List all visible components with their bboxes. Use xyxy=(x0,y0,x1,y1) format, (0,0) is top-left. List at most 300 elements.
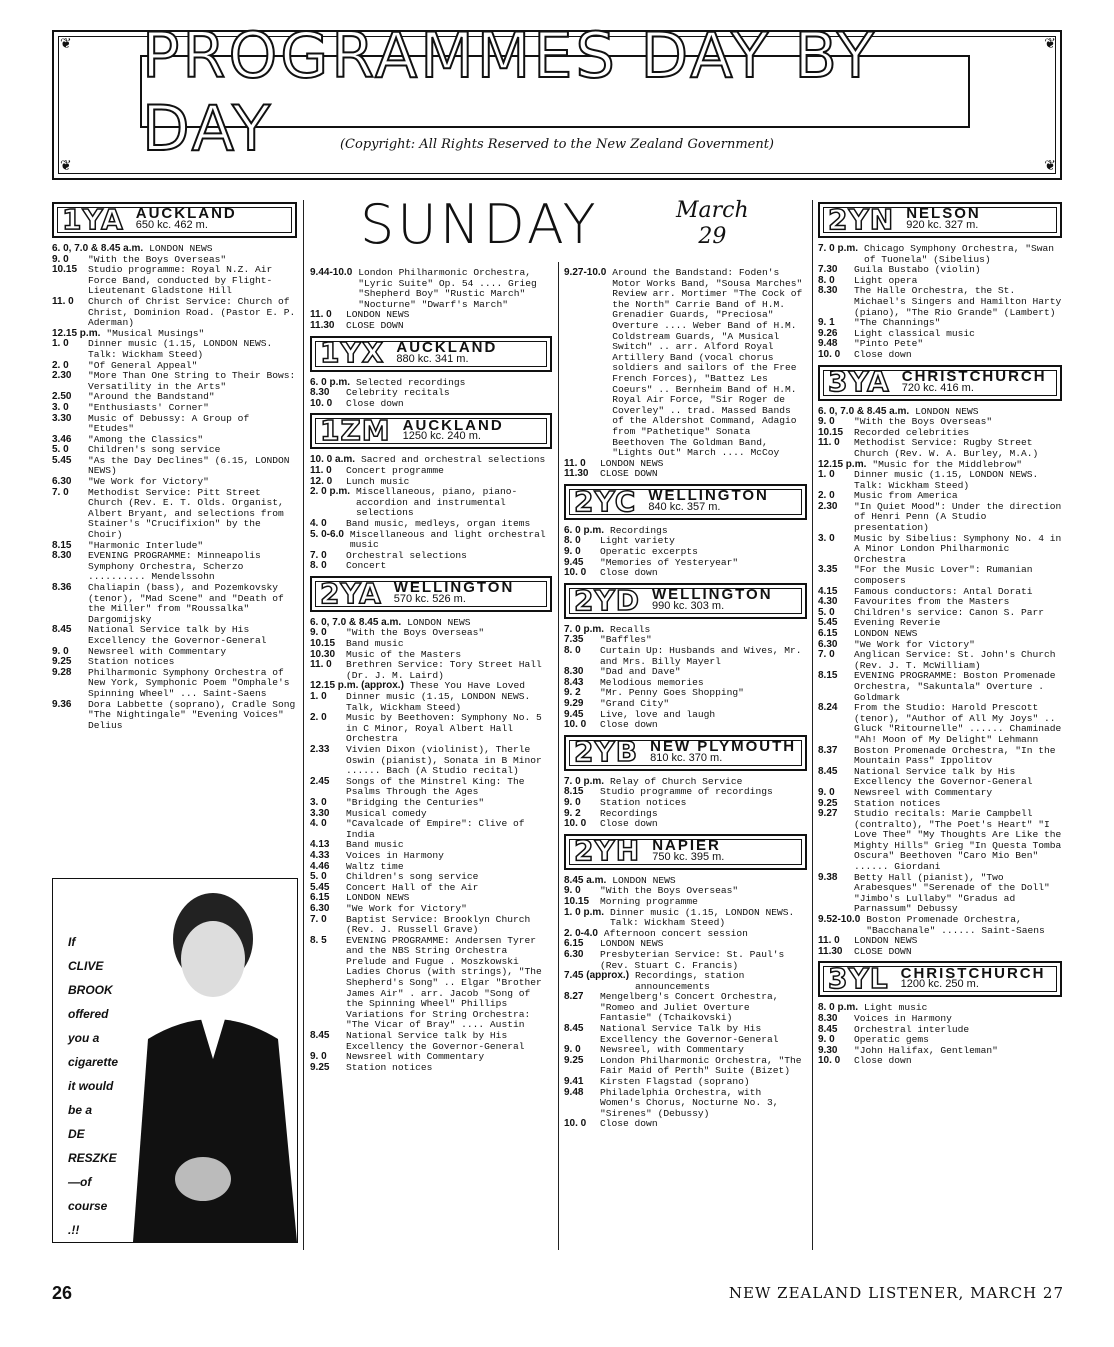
programme-description: Dinner music (1.15, LONDON NEWS. Talk, Wickham Steed) xyxy=(346,691,531,713)
programme-description: Church of Christ Service: Church of Christ, Dominion Road. (Pastor E. P. Aderman) xyxy=(88,295,296,329)
station-header xyxy=(564,583,807,619)
programme-description: Dora Labbette (soprano), Cradle Song "The Nightingale" "Evening Voices" Delius xyxy=(88,698,296,731)
programme-time: 10.30 xyxy=(310,648,336,660)
programme-time: 8.45 xyxy=(52,624,72,636)
station-name: WELLINGTON xyxy=(648,487,769,505)
programme-time: 9. 0 xyxy=(52,253,69,265)
programme-item xyxy=(310,399,552,410)
programme-description: "Grand City" xyxy=(600,698,670,709)
programme-item xyxy=(310,777,552,798)
programme-description: Miscellaneous and light orchestral music xyxy=(349,528,546,551)
programme-time: 3.30 xyxy=(52,412,72,424)
programme-description: Songs of the Minstrel King: The Psalms Through the Ages xyxy=(346,775,525,798)
programme-item xyxy=(564,971,807,992)
programme-description: Dinner music (1.15, LONDON NEWS. Talk: Wickham Steed) xyxy=(610,906,795,929)
column-1 xyxy=(52,198,297,731)
programme-time: 9.28 xyxy=(52,666,72,678)
programme-description: Newsreel with Commentary xyxy=(346,1051,485,1063)
programme-time: 10. 0 xyxy=(564,1118,587,1130)
programme-description: Station notices xyxy=(88,656,175,668)
programme-item xyxy=(818,502,1062,534)
programme-time: 4.13 xyxy=(310,839,330,851)
programme-description: EVENING PROGRAMME: Andersen Tyrer and the NBS String Orchestra Prelude and Fugue . Moszkowski Ladies Chorus (with strings), "The Shepherd's Song" .. Elgar "Brother James Air" . arr. Jacob "Song of the Spinning Wheel" Phillips Variations for String Orchestra: "The Vicar of Bray" .... Austin xyxy=(346,934,542,1031)
programme-time: 9. 0 xyxy=(818,786,835,798)
programme-description: "Of General Appeal" xyxy=(88,359,198,371)
programme-item xyxy=(564,568,807,579)
programme-description: LONDON NEWS xyxy=(854,628,918,639)
station-frequency: 1250 kc. 240 m. xyxy=(402,430,481,443)
ad-line: cigarette xyxy=(68,1055,119,1069)
programme-time: 8.45 a.m. xyxy=(564,874,607,886)
programme-time: 8.43 xyxy=(564,676,584,688)
programme-description: "With the Boys Overseas" xyxy=(88,253,227,265)
magazine-footer: NEW ZEALAND LISTENER, MARCH 27 xyxy=(728,1284,1064,1302)
programme-time: 2.45 xyxy=(310,775,330,787)
programme-item xyxy=(52,339,297,360)
programme-description: These You Have Loved xyxy=(409,680,526,692)
copyright-notice: (Copyright: All Rights Reserved to the New Zealand Government) xyxy=(339,137,775,152)
programme-item xyxy=(818,286,1062,318)
programme-time: 8.30 xyxy=(310,387,330,399)
programme-description: Curtain Up: Husbands and Wives, Mr. and Mrs. Billy Mayerl xyxy=(600,645,802,667)
programme-time: 2.33 xyxy=(310,744,330,755)
programme-description: From the Studio: Harold Prescott (tenor), "Author of All My Joys" .. Gluck "Ritournelle" ...... Chaminade "Ah! Moon of My Delight" Lehmann xyxy=(854,702,1062,745)
station-header xyxy=(564,735,807,771)
programme-time: 3.35 xyxy=(818,564,838,576)
station-frequency: 750 kc. 395 m. xyxy=(652,850,725,863)
programme-time: 2.30 xyxy=(818,500,838,512)
programme-description: "Around the Bandstand" xyxy=(88,391,215,403)
ad-line: BROOK xyxy=(68,983,113,997)
programme-description: "Music for the Middlebrow" xyxy=(872,458,1023,470)
programme-description: Music from America xyxy=(854,490,958,502)
programme-description: Close down xyxy=(346,397,404,409)
programme-item xyxy=(564,992,807,1024)
programme-description: Children's service: Canon S. Parr xyxy=(854,606,1044,618)
programme-time: 9.45 xyxy=(564,708,584,720)
programme-description: "Harmonic Interlude" xyxy=(88,539,204,551)
programme-item xyxy=(52,625,297,646)
station-callsign: 2YH xyxy=(574,834,641,868)
ad-line: course xyxy=(68,1199,108,1213)
programme-time: 8.15 xyxy=(564,786,584,798)
programme-item xyxy=(818,470,1062,491)
programme-description: "John Halifax, Gentleman" xyxy=(854,1044,998,1056)
programme-description: Waltz time xyxy=(346,860,404,872)
station-frequency: 720 kc. 416 m. xyxy=(901,381,974,394)
programme-time: 8.36 xyxy=(52,582,72,593)
station-name: NELSON xyxy=(906,205,981,223)
programme-time: 6. 0 p.m. xyxy=(310,376,351,388)
programme-time: 7. 0 p.m. xyxy=(564,775,605,787)
programme-item xyxy=(52,371,297,392)
station-name: NAPIER xyxy=(652,837,721,855)
programme-description: "In Quiet Mood": Under the direction of Henri Penn (A Studio presentation) xyxy=(854,500,1062,534)
programme-time: 3. 0 xyxy=(310,796,327,808)
programme-item xyxy=(564,268,807,459)
programme-item xyxy=(818,873,1062,915)
programme-time: 11. 0 xyxy=(310,309,332,321)
programme-description: LONDON NEWS xyxy=(854,935,918,947)
programme-description: LONDON NEWS xyxy=(149,243,213,254)
station-name: AUCKLAND xyxy=(135,205,237,223)
station-name: CHRISTCHURCH xyxy=(900,964,1046,982)
programme-description: CLOSE DOWN xyxy=(346,319,404,331)
programme-description: Chicago Symphony Orchestra, "Swan of Tuonela" (Sibelius) xyxy=(864,243,1055,265)
programme-time: 6.30 xyxy=(52,476,72,488)
programme-description: Recordings, station announcements xyxy=(635,970,745,992)
programme-description: EVENING PROGRAMME: Boston Promenade Orchestra, "Sakuntala" Overture . Goldmark xyxy=(854,670,1056,703)
programme-item xyxy=(52,668,297,700)
programme-time: 2. 0 xyxy=(818,490,835,502)
station-frequency: 1200 kc. 250 m. xyxy=(900,978,979,991)
programme-item xyxy=(310,519,552,530)
station-name: WELLINGTON xyxy=(393,579,515,597)
station-callsign: 1YX xyxy=(320,336,385,370)
programme-description: Music by Beethoven: Symphony No. 5 in C Minor, Royal Albert Hall Orchestra xyxy=(346,712,542,745)
programme-time: 9.29 xyxy=(564,698,584,709)
programme-description: Concert Hall of the Air xyxy=(346,881,479,893)
programme-time: 12.15 p.m. xyxy=(52,327,101,339)
programme-time: 6. 0, 7.0 & 8.45 a.m. xyxy=(52,243,144,254)
programme-item xyxy=(52,265,297,297)
programme-description: Close down xyxy=(600,719,658,731)
programme-time: 8.30 xyxy=(818,285,838,297)
programme-description: Sacred and orchestral selections xyxy=(361,454,546,466)
programme-time: 8. 0 xyxy=(564,645,581,657)
programme-item xyxy=(310,487,552,519)
programme-time: 7.45 (approx.) xyxy=(564,970,630,982)
programme-description: "More Than One String to Their Bows: Versatility in the Arts" xyxy=(88,370,296,392)
programme-time: 3.30 xyxy=(310,807,330,819)
programme-item xyxy=(310,321,552,332)
station-callsign: 3YL xyxy=(828,962,889,996)
programme-item xyxy=(564,1056,807,1077)
programme-time: 11. 0 xyxy=(564,457,586,469)
programme-time: 11. 0 xyxy=(310,659,332,671)
programme-time: 3. 0 xyxy=(52,401,69,413)
programme-time: 8.30 xyxy=(52,550,72,562)
programme-time: 8.45 xyxy=(818,765,838,777)
ad-line: —of xyxy=(68,1175,92,1189)
programme-description: Philharmonic Symphony Orchestra of New York, Symphonic Poem "Omphale's Spinning Wheel" ... Saint-Saens xyxy=(88,666,290,699)
programme-description: Dinner music (1.15, LONDON NEWS. Talk: Wickham Steed) xyxy=(854,469,1039,491)
programme-time: 10. 0 xyxy=(564,567,587,579)
programme-time: 9.26 xyxy=(818,327,838,339)
programme-description: "With the Boys Overseas" xyxy=(346,627,485,639)
programme-description: Station notices xyxy=(600,796,687,808)
column-divider xyxy=(303,200,304,1250)
programme-description: "Enthusiasts' Corner" xyxy=(88,401,209,413)
programme-time: 9.45 xyxy=(564,556,584,568)
programme-description: Orchestral selections xyxy=(346,549,467,561)
programme-description: Station notices xyxy=(346,1061,433,1073)
programme-item xyxy=(818,1014,1062,1025)
programme-time: 4.33 xyxy=(310,849,330,861)
programme-description: Recorded celebrities xyxy=(854,426,970,438)
station-header xyxy=(564,484,807,520)
programme-description: LONDON NEWS xyxy=(915,405,979,417)
programme-time: 6.15 xyxy=(310,892,330,904)
programme-time: 7.35 xyxy=(564,634,584,646)
programme-description: Operatic excerpts xyxy=(600,546,698,558)
station-frequency: 990 kc. 303 m. xyxy=(652,599,725,612)
programme-description: Close down xyxy=(854,348,912,360)
programme-description: Selected recordings xyxy=(356,376,466,388)
programme-time: 9. 1 xyxy=(818,317,835,329)
programme-item xyxy=(564,469,807,480)
programme-description: "We Work for Victory" xyxy=(854,638,975,650)
programme-time: 9.36 xyxy=(52,698,72,710)
programme-time: 4. 0 xyxy=(310,517,327,529)
programme-time: 2. 0 xyxy=(310,712,327,724)
programme-description: Melodious memories xyxy=(600,676,704,688)
station-callsign: 3YA xyxy=(828,365,890,399)
programme-time: 6.30 xyxy=(564,948,584,960)
ad-line: CLIVE xyxy=(68,959,104,973)
ad-line: offered xyxy=(68,1007,109,1021)
programme-item xyxy=(310,745,552,777)
programme-time: 9. 0 xyxy=(310,627,327,639)
programme-description: Close down xyxy=(854,1055,912,1067)
programme-time: 7. 0 p.m. xyxy=(818,243,859,254)
programme-time: 5. 0 xyxy=(310,871,327,883)
programme-description: Methodist Service: Rugby Street Church (Rev. W. A. Burley, M.A.) xyxy=(854,437,1039,459)
programme-time: 9. 0 xyxy=(52,645,69,657)
programme-time: 11.30 xyxy=(818,945,843,957)
ad-line: be a xyxy=(68,1103,93,1117)
programme-time: 9.48 xyxy=(564,1086,584,1098)
date-day: 29 xyxy=(698,224,727,249)
programme-time: 2.30 xyxy=(52,370,72,382)
ornament-icon: ❦ xyxy=(1044,36,1056,52)
programme-item xyxy=(564,1024,807,1045)
programme-time: 11. 0 xyxy=(818,935,840,947)
programme-description: Music of the Masters xyxy=(346,648,462,660)
programme-item xyxy=(310,561,552,572)
programme-time: 9. 0 xyxy=(310,1051,327,1063)
programme-description: Famous conductors: Antal Dorati xyxy=(854,585,1033,597)
programme-item xyxy=(310,798,552,809)
programme-description: LONDON NEWS xyxy=(600,457,664,469)
page-number: 26 xyxy=(52,1283,73,1303)
programme-time: 8.45 xyxy=(818,1023,838,1035)
programme-time: 6. 0, 7.0 & 8.45 a.m. xyxy=(310,616,402,628)
programme-description: Band music xyxy=(346,638,404,650)
programme-description: Music of Debussy: A Group of "Etudes" xyxy=(88,412,250,435)
ad-line: RESZKE xyxy=(68,1151,117,1165)
programme-description: "Musical Musings" xyxy=(106,327,205,339)
programme-item xyxy=(818,244,1062,265)
programme-description: "Memories of Yesteryear" xyxy=(600,556,739,568)
programme-time: 1. 0 xyxy=(818,469,835,481)
programme-item xyxy=(818,767,1062,788)
programme-time: 9. 2 xyxy=(564,687,581,699)
station-frequency: 570 kc. 526 m. xyxy=(393,592,466,605)
programme-time: 8. 0 xyxy=(310,560,327,572)
programme-description: Favourites from the Masters xyxy=(854,596,1010,608)
programme-item xyxy=(310,915,552,936)
programme-time: 8.27 xyxy=(564,991,584,1003)
programme-description: "Cavalcade of Empire": Clive of India xyxy=(346,818,525,840)
programme-time: 9. 0 xyxy=(564,546,581,558)
ornament-icon: ❦ xyxy=(60,158,72,174)
programme-time: 9. 0 xyxy=(818,416,835,428)
programme-description: "With the Boys Overseas" xyxy=(854,416,993,428)
programme-time: 9.44-10.0 xyxy=(310,267,353,278)
programme-time: 2.50 xyxy=(52,391,72,403)
programme-item xyxy=(564,950,807,971)
station-name: AUCKLAND xyxy=(396,338,498,356)
station-frequency: 920 kc. 327 m. xyxy=(906,219,979,231)
programme-description: Recordings xyxy=(610,524,668,536)
programme-item xyxy=(564,798,807,809)
programme-description: Music by Sibelius: Symphony No. 4 in A Minor London Philharmonic Orchestra xyxy=(854,532,1062,565)
programme-time: 8.15 xyxy=(52,539,72,551)
programme-time: 4.30 xyxy=(818,596,838,608)
column-divider xyxy=(812,200,813,1250)
programme-description: London Philharmonic Orchestra, "The Fair Maid of Perth" Suite (Bizet) xyxy=(600,1054,802,1077)
programme-time: 10. 0 xyxy=(310,397,333,409)
programme-time: 10. 0 xyxy=(818,1055,841,1067)
programme-description: Afternoon concert session xyxy=(603,927,748,939)
programme-description: "The Channings" xyxy=(854,317,941,329)
programme-description: Operatic gems xyxy=(854,1034,929,1046)
programme-description: Light opera xyxy=(854,274,918,286)
programme-time: 6. 0 p.m. xyxy=(564,524,605,536)
programme-time: 6.15 xyxy=(818,628,838,639)
ad-line: .!! xyxy=(68,1223,80,1237)
programme-item xyxy=(818,350,1062,361)
programme-time: 10. 0 a.m. xyxy=(310,454,356,466)
station-callsign: 2YA xyxy=(320,576,382,610)
programme-description: National Service talk by His Excellency the Governor-General xyxy=(346,1030,525,1052)
column-2 xyxy=(310,268,552,1073)
date-block xyxy=(676,198,749,250)
programme-description: "Dad and Dave" xyxy=(600,666,681,678)
programme-description: Studio programme: Royal N.Z. Air Force Band, conducted by Flight-Lieutenant Gladstone Hill xyxy=(88,264,273,297)
programme-description: Betty Hall (pianist), "Two Arabesques" "Serenade of the Doll" "Jimbo's Lullaby" "Gradus ad Parnassum" Debussy xyxy=(854,871,1050,915)
programme-time: 9.41 xyxy=(564,1076,584,1088)
programme-description: Recordings xyxy=(600,807,658,819)
programme-time: 8. 5 xyxy=(310,934,327,946)
programme-time: 12.15 p.m. xyxy=(818,458,867,470)
programme-item xyxy=(818,703,1062,745)
programme-item xyxy=(52,456,297,477)
programme-description: CLOSE DOWN xyxy=(600,468,658,480)
programme-item xyxy=(310,904,552,915)
programme-item xyxy=(564,897,807,908)
programme-time: 11. 0 xyxy=(310,464,332,476)
programme-time: 7. 0 p.m. xyxy=(564,623,605,635)
station-header xyxy=(818,202,1062,238)
programme-description: Relay of Church Service xyxy=(610,775,743,787)
programme-time: 9. 0 xyxy=(564,1044,581,1056)
station-frequency: 810 kc. 370 m. xyxy=(650,751,723,764)
programme-item xyxy=(564,908,807,929)
programme-description: LONDON NEWS xyxy=(346,892,410,904)
programme-description: Close down xyxy=(600,1118,658,1130)
programme-description: Studio recitals: Marie Campbell (contralto), "The Poet's Heart" "I Love Thee" "My Thoughts Are Like the Mighty Hills" Grieg "In Questa Tomba Oscura" Beethoven "Caro Mio Ben" ...... Giordani xyxy=(854,808,1062,873)
programme-time: 10.15 xyxy=(52,264,78,276)
page-title: PROGRAMMES DAY BY DAY xyxy=(142,18,878,165)
programme-description: Orchestral interlude xyxy=(854,1023,970,1035)
programme-time: 8.45 xyxy=(564,1023,584,1035)
programme-item xyxy=(818,438,1062,459)
programme-time: 10. 0 xyxy=(564,719,587,731)
programme-time: 10.15 xyxy=(564,895,590,907)
programme-item xyxy=(310,660,552,681)
programme-item xyxy=(818,650,1062,671)
programme-description: Newsreel with Commentary xyxy=(854,786,993,798)
programme-item xyxy=(564,819,807,830)
programme-description: Anglican Service: St. John's Church (Rev. J. T. McWilliam) xyxy=(854,649,1056,671)
programme-description: EVENING PROGRAMME: Minneapolis Symphony Orchestra, Scherzo .......... Mendelssohn xyxy=(88,550,261,583)
programme-time: 9. 0 xyxy=(564,796,581,808)
programme-description: Children's song service xyxy=(88,444,221,456)
advertisement-text xyxy=(68,930,118,1242)
programme-item xyxy=(818,809,1062,873)
programme-item xyxy=(310,692,552,713)
programme-item xyxy=(818,534,1062,566)
programme-time: 8. 0 xyxy=(564,535,581,547)
programme-time: 9.25 xyxy=(52,656,72,668)
programme-time: 4. 0 xyxy=(310,818,327,830)
programme-time: 7. 0 xyxy=(310,549,327,561)
programme-description: Children's song service xyxy=(346,871,479,883)
programme-time: 1. 0 xyxy=(52,338,69,350)
programme-description: Guila Bustabo (violin) xyxy=(854,264,981,276)
programme-time: 12. 0 xyxy=(310,475,333,487)
programme-time: 8.24 xyxy=(818,702,838,714)
station-name: CHRISTCHURCH xyxy=(901,367,1047,385)
programme-item xyxy=(818,1056,1062,1067)
programme-time: 6. 0, 7.0 & 8.45 a.m. xyxy=(818,405,910,417)
station-frequency: 650 kc. 462 m. xyxy=(135,219,208,231)
programme-item xyxy=(818,629,1062,640)
programme-description: LONDON NEWS xyxy=(612,874,676,886)
programme-description: "Pinto Pete" xyxy=(854,338,924,350)
programme-item xyxy=(52,414,297,435)
programme-time: 5. 0 xyxy=(818,606,835,618)
programme-description: Band music, medleys, organ items xyxy=(346,517,531,529)
programme-time: 1. 0 p.m. xyxy=(564,906,605,918)
column-4 xyxy=(818,198,1062,1067)
programme-item xyxy=(52,583,297,625)
programme-item xyxy=(310,268,552,310)
programme-item xyxy=(310,1063,552,1074)
programme-time: 7.30 xyxy=(818,264,838,276)
programme-description: Boston Promenade Orchestra, "In the Mountain Pass" Ippolitov xyxy=(854,744,1056,767)
station-name: NEW PLYMOUTH xyxy=(650,738,797,756)
programme-time: 2. 0 p.m. xyxy=(310,486,351,498)
programme-time: 9. 2 xyxy=(564,807,581,819)
station-header xyxy=(310,413,552,449)
programme-description: National Service Talk by His Excellency the Governor-General xyxy=(600,1023,779,1045)
programme-item xyxy=(310,466,552,477)
programme-description: Light classical music xyxy=(854,327,975,339)
programme-time: 3. 0 xyxy=(818,532,835,544)
programme-time: 9.25 xyxy=(818,797,838,809)
programme-description: "Bridging the Centuries" xyxy=(346,796,485,808)
station-name: WELLINGTON xyxy=(652,586,773,604)
programme-time: 8.45 xyxy=(310,1030,330,1042)
programme-item xyxy=(564,1119,807,1130)
programme-time: 8. 0 xyxy=(818,274,835,286)
programme-description: The Halle Orchestra, the St. Michael's Singers and Hamilton Harty (piano), "The Rio Grande" (Lambert) xyxy=(854,285,1062,318)
station-callsign: 2YN xyxy=(828,202,895,236)
station-frequency: 840 kc. 357 m. xyxy=(648,500,721,513)
